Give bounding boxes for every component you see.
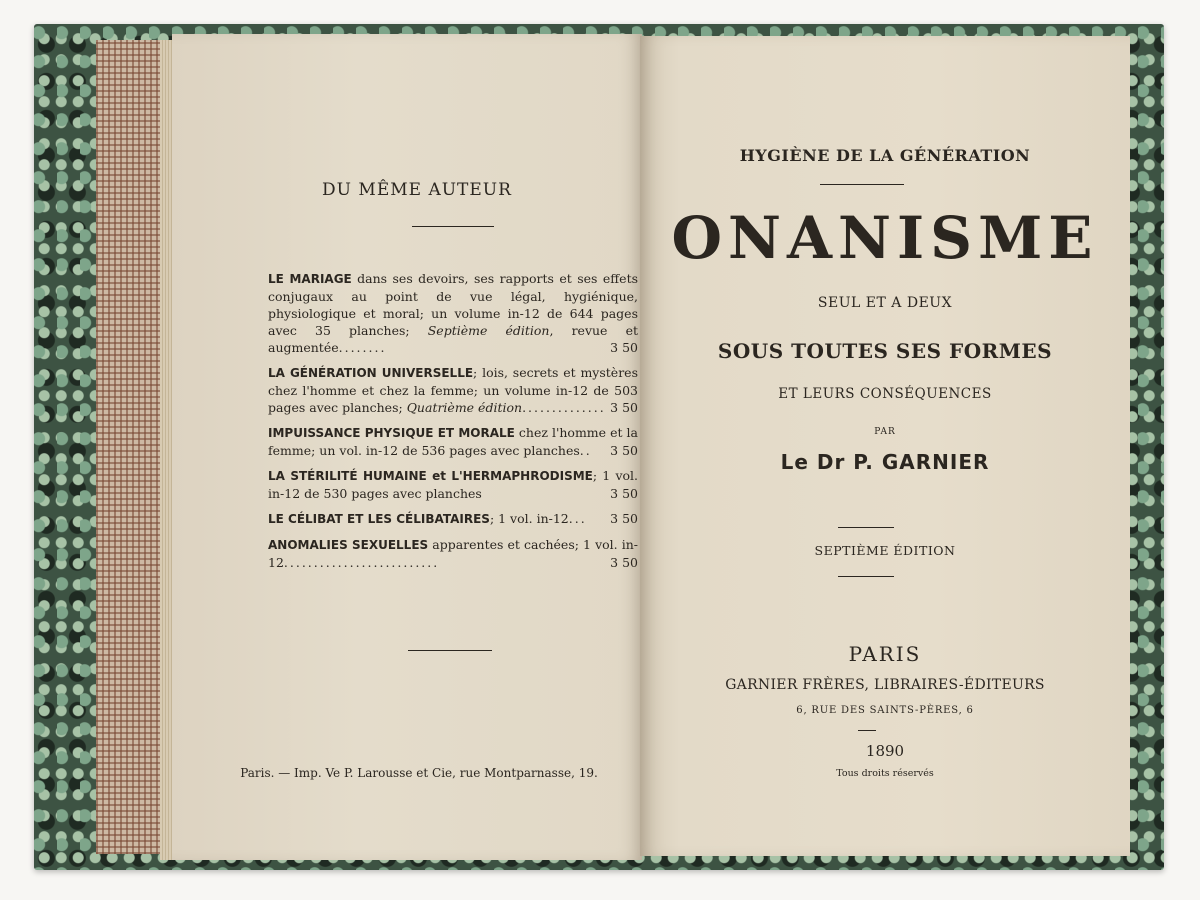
- work-description: dans ses devoirs, ses rapports et ses effets conjugaux au point de vue légal, hygiénique, physiologique et moral; un volume in-12 de 644 pages avec 35 planches;: [268, 271, 639, 338]
- leader-dots: ..............: [522, 400, 606, 415]
- work-title: LA STÉRILITÉ HUMAINE et L'HERMAPHRODISME: [268, 469, 593, 483]
- work-price: 3 50: [610, 555, 638, 570]
- work-description: ; 1 vol. in-12: [489, 511, 569, 526]
- work-entry: [268, 270, 638, 356]
- subtitle-1: SEUL ET A DEUX: [817, 295, 953, 311]
- edition: SEPTIÈME ÉDITION: [814, 543, 956, 558]
- work-entry: [268, 467, 638, 502]
- year-rule: [858, 730, 876, 731]
- leader-dots: ..........................: [283, 555, 440, 570]
- work-title: IMPUISSANCE PHYSIQUE ET MORALE: [268, 426, 515, 440]
- book-title: ONANISME: [671, 204, 1099, 272]
- work-price: 3 50: [610, 340, 638, 355]
- work-title: LE CÉLIBAT ET LES CÉLIBATAIRES: [268, 512, 490, 526]
- by-line: PAR: [874, 427, 896, 437]
- work-price: 3 50: [610, 400, 638, 415]
- work-description: apparentes et cachées; 1 vol. in-12: [268, 537, 638, 570]
- work-price: 3 50: [610, 443, 638, 458]
- work-title: LE MARIAGE: [268, 272, 352, 286]
- left-page-heading: DU MÊME AUTEUR: [322, 180, 512, 200]
- publication-city: PARIS: [848, 642, 922, 666]
- work-price: 3 50: [610, 486, 638, 501]
- work-description: ; 1 vol. in-12 de 530 pages avec planches: [268, 468, 639, 501]
- work-entry: [268, 364, 638, 416]
- publication-year: 1890: [865, 742, 905, 760]
- leader-dots: ...: [568, 511, 587, 526]
- publisher-address: 6, RUE DES SAINTS-PÈRES, 6: [796, 705, 974, 716]
- work-edition: Quatrième édition: [406, 400, 523, 415]
- work-description: chez l'homme et la femme; un vol. in-12 de 536 pages avec planches: [268, 425, 638, 458]
- heading-rule: [412, 226, 494, 227]
- works-list: [268, 270, 638, 579]
- printer-imprint: Paris. — Imp. Ve P. Larousse et Cie, rue Montparnasse, 19.: [240, 766, 598, 780]
- work-entry: [268, 424, 638, 459]
- series-title: HYGIÈNE DE LA GÉNÉRATION: [739, 146, 1031, 165]
- subtitle-3: ET LEURS CONSÉQUENCES: [778, 386, 992, 402]
- work-description: ; lois, secrets et mystères chez l'homme et chez la femme; un volume in-12 de 503 pages avec planches;: [268, 365, 638, 415]
- publisher: GARNIER FRÈRES, LIBRAIRES-ÉDITEURS: [725, 677, 1045, 693]
- edition-rule-top: [838, 527, 894, 528]
- endpaper-pattern: [96, 40, 168, 854]
- left-page: [172, 34, 642, 860]
- edition-rule-bottom: [838, 576, 894, 577]
- leader-dots: ..: [579, 443, 592, 458]
- work-title: LA GÉNÉRATION UNIVERSELLE: [268, 366, 474, 380]
- rights-notice: Tous droits réservés: [836, 768, 934, 779]
- subtitle-2: SOUS TOUTES SES FORMES: [717, 339, 1053, 363]
- bottom-rule: [408, 650, 492, 651]
- work-description-tail: , revue et augmentée: [268, 323, 638, 355]
- work-price: 3 50: [610, 511, 638, 526]
- work-edition: Septième édition: [427, 323, 550, 338]
- work-entry: [268, 510, 638, 528]
- series-rule: [820, 184, 904, 185]
- author-name: Le Dr P. GARNIER: [780, 450, 990, 474]
- work-entry: [268, 536, 638, 571]
- work-title: ANOMALIES SEXUELLES: [268, 538, 429, 552]
- right-page: [640, 36, 1130, 856]
- leader-dots: ........: [338, 340, 387, 355]
